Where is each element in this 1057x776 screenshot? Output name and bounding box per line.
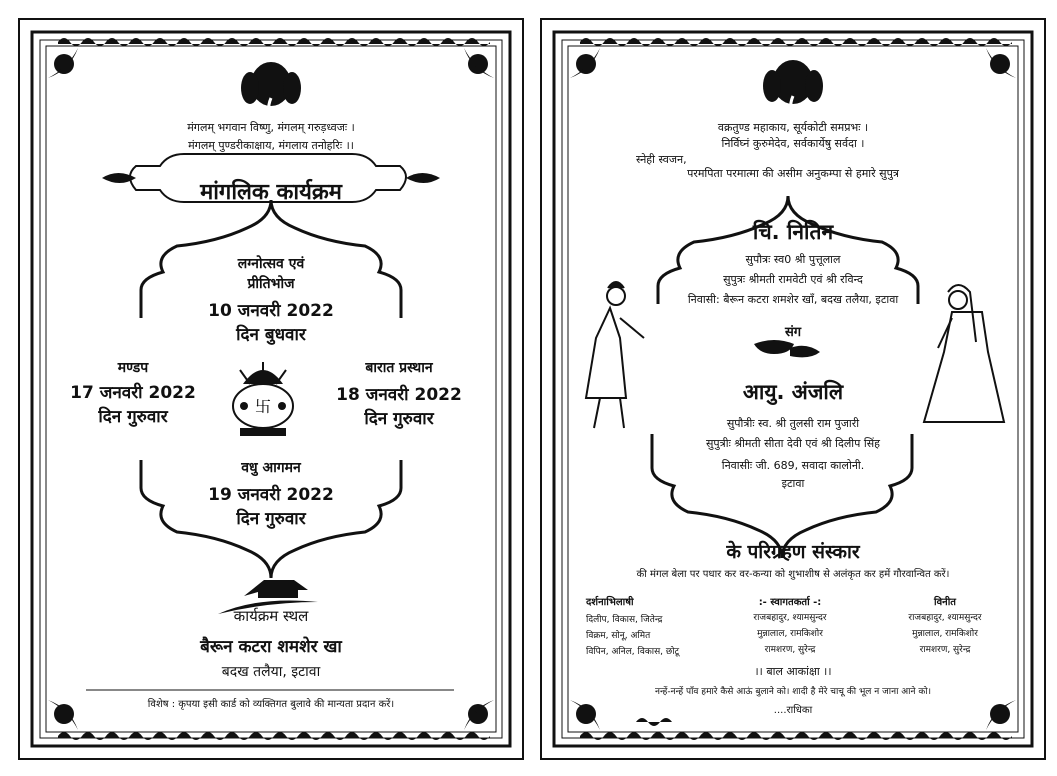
ceremony-title: के परिग्रहण संस्कार bbox=[726, 541, 860, 563]
event-left-date: 17 जनवरी 2022 bbox=[70, 383, 196, 403]
darshanabhilashi-line-1: दिलीप, विकास, जितेन्द्र bbox=[586, 615, 663, 625]
shloka-line-1: मंगलम् भगवान विष्णु, मंगलम् गरुड़ध्वजः । bbox=[187, 121, 355, 134]
bride-address-2: इटावा bbox=[781, 477, 805, 490]
vineet-line-2: मुन्नालाल, रामकिशोर bbox=[912, 629, 978, 639]
event1-title-1: लग्नोत्सव एवं bbox=[237, 256, 305, 272]
intro-line: परमपिता परमात्मा की असीम अनुकम्पा से हमारे सुपुत्र bbox=[687, 167, 899, 180]
svg-text:卐: 卐 bbox=[254, 397, 272, 416]
shloka-line-1: वक्रतुण्ड महाकाय, सूर्यकोटी समप्रभः । bbox=[717, 121, 869, 134]
footer-note: विशेष : कृपया इसी कार्ड को व्यक्तिगत बुलावे की मान्यता प्रदान करें। bbox=[147, 699, 395, 710]
invitation-card-schedule bbox=[18, 18, 524, 760]
event1-date: 10 जनवरी 2022 bbox=[208, 301, 334, 321]
kalash-icon bbox=[233, 362, 293, 436]
event3-day: दिन गुरुवार bbox=[236, 509, 306, 529]
venue-label: कार्यक्रम स्थल bbox=[233, 607, 309, 625]
venue-name: बैरून कटरा शमशेर खा bbox=[200, 637, 342, 657]
sang-label: संग bbox=[784, 325, 802, 340]
groom-grandson: सुपौत्रः स्व0 श्री पुत्तूलाल bbox=[745, 253, 841, 266]
event1-day: दिन बुधवार bbox=[236, 325, 306, 345]
vineet-line-3: रामशरण, सुरेन्द्र bbox=[919, 645, 971, 655]
ganesh-icon bbox=[241, 62, 301, 119]
bride-granddaughter: सुपौत्रीः स्व. श्री तुलसी राम पुजारी bbox=[726, 417, 860, 430]
event1-title-2: प्रीतिभोज bbox=[247, 276, 295, 292]
groom-address: निवासी: बैरून कटरा शमशेर खाँ, बदख तलैया, इटावा bbox=[687, 293, 899, 306]
event-right-title: बारात प्रस्थान bbox=[365, 360, 433, 376]
swagatakarta-heading: :- स्वागतकर्ता -: bbox=[758, 597, 822, 608]
shloka-line-2: मंगलम् पुण्डरीकाक्षाय, मंगलाय तनोहरिः ।। bbox=[188, 139, 354, 152]
bride-address-1: निवासीः जी. 689, सवादा कालोनी. bbox=[721, 459, 865, 472]
invitation-card-main bbox=[540, 18, 1046, 760]
greeting: स्नेही स्वजन, bbox=[636, 153, 687, 166]
bal-akanksha-heading: ।। बाल आकांक्षा ।। bbox=[754, 665, 832, 678]
ganesh-icon bbox=[763, 60, 823, 117]
groom-son: सुपुत्रः श्रीमती रामवेटी एवं श्री रविन्द bbox=[723, 273, 863, 286]
event3-title: वधु आगमन bbox=[241, 460, 301, 476]
darshanabhilashi-line-2: विक्रम, सोनू, अमित bbox=[586, 631, 651, 641]
swagatakarta-line-3: रामशरण, सुरेन्द्र bbox=[764, 645, 816, 655]
joined-hands-icon bbox=[754, 340, 820, 357]
swagatakarta-line-1: राजबहादुर, श्यामसुन्दर bbox=[753, 613, 827, 623]
event-left-title: मण्डप bbox=[117, 360, 149, 376]
shloka-line-2: निर्विघ्नं कुरुमेदेव, सर्वकार्येषु सर्वदा । bbox=[721, 137, 865, 150]
groom-name: चि. नितिन bbox=[752, 220, 834, 244]
invite-line: की मंगल बेला पर पधार कर वर-कन्या को शुभाशीष से अलंकृत कर हमें गौरवान्वित करें। bbox=[636, 569, 950, 580]
bal-akanksha-line: नन्हें-नन्हें पाँव हमारे कैसे आऊं बुलाने को। शादी है मेरे चाचू की भूल न जाना आने को। bbox=[654, 687, 932, 697]
darshanabhilashi-heading: दर्शनाभिलाषी bbox=[586, 597, 634, 608]
event-right-day: दिन गुरुवार bbox=[364, 409, 434, 429]
event-right-date: 18 जनवरी 2022 bbox=[336, 385, 462, 405]
event3-date: 19 जनवरी 2022 bbox=[208, 485, 334, 505]
bride-daughter: सुपुत्रीः श्रीमती सीता देवी एवं श्री दिलीप सिंह bbox=[705, 437, 881, 450]
page-heading: मांगलिक कार्यक्रम bbox=[200, 180, 342, 205]
bal-akanksha-name: ....राधिका bbox=[773, 705, 813, 716]
event-left-day: दिन गुरुवार bbox=[98, 407, 168, 427]
darshanabhilashi-line-3: विपिन, अनिल, विकास, छोटू bbox=[586, 647, 680, 657]
vineet-line-1: राजबहादुर, श्यामसुन्दर bbox=[908, 613, 982, 623]
bride-name: आयु. अंजलि bbox=[742, 380, 844, 404]
venue-address: बदख तलैया, इटावा bbox=[221, 664, 321, 680]
swagatakarta-line-2: मुन्नालाल, रामकिशोर bbox=[757, 629, 823, 639]
vineet-heading: विनीत bbox=[934, 597, 956, 608]
